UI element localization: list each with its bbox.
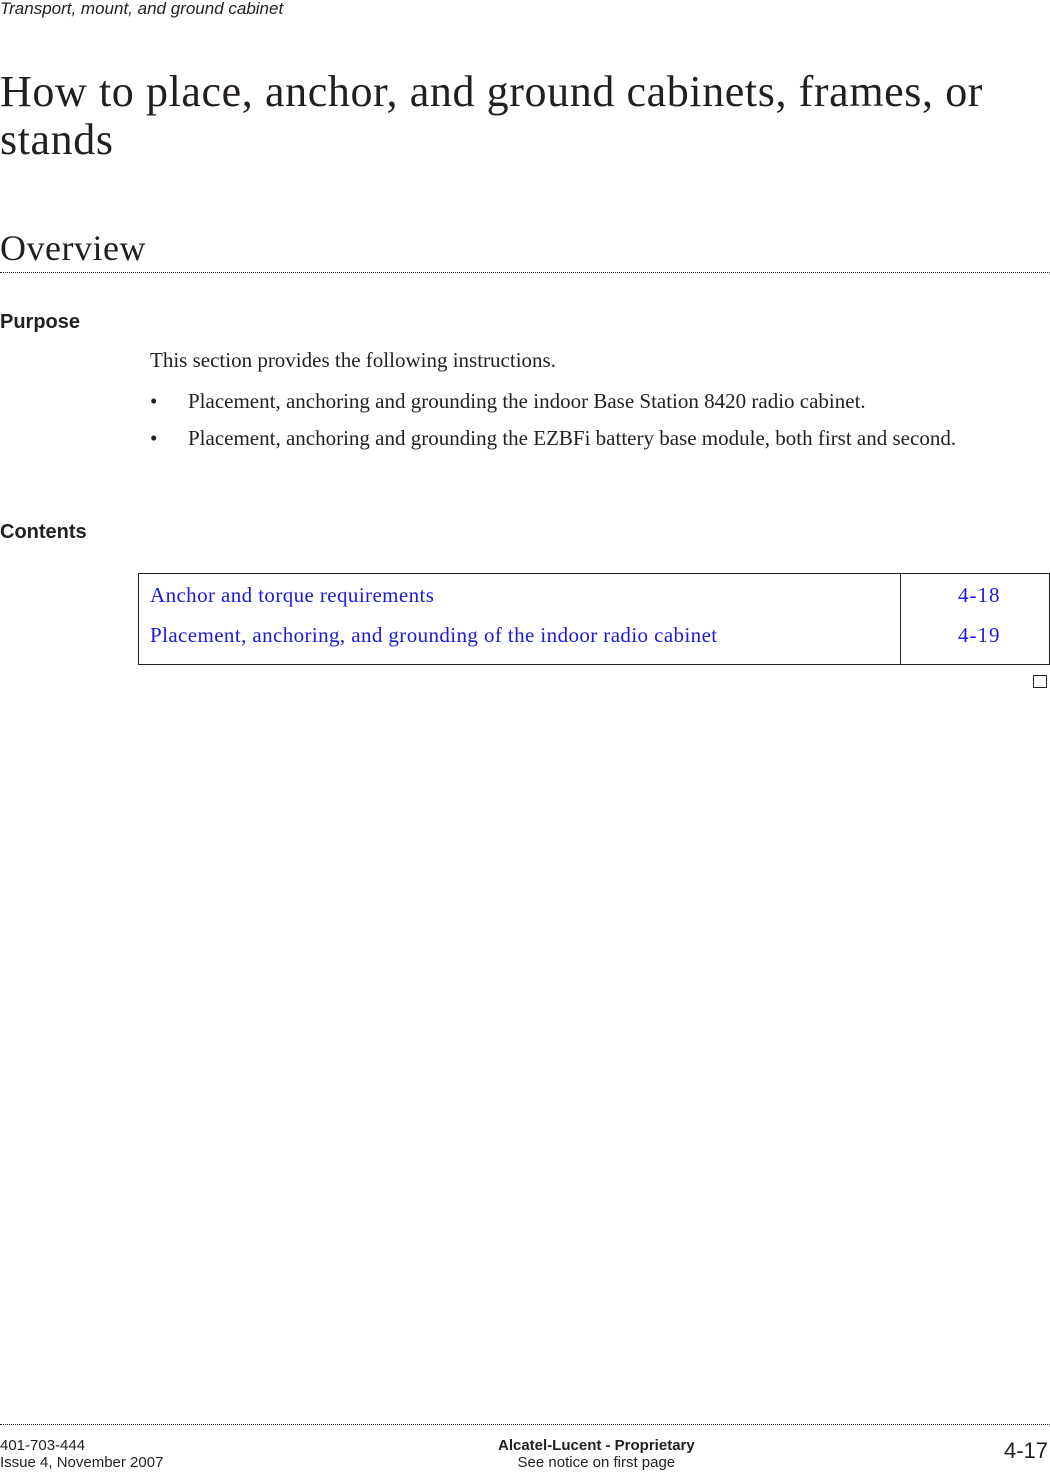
- section-dotted-divider: [0, 272, 1050, 273]
- list-item-text: Placement, anchoring and grounding the indoor Base Station 8420 radio cabinet.: [188, 389, 866, 413]
- footer-page-number: 4-17: [1003, 1438, 1048, 1463]
- toc-link-placement-indoor-cabinet[interactable]: Placement, anchoring, and grounding of the indoor radio cabinet: [150, 623, 718, 647]
- list-item: [150, 424, 1050, 453]
- list-item: [150, 387, 1050, 416]
- footer-dotted-divider: [0, 1424, 1050, 1425]
- section-heading-overview: Overview: [0, 228, 146, 268]
- contents-table: [138, 573, 1050, 665]
- end-of-section-marker-icon: [1033, 675, 1047, 688]
- table-row: [150, 582, 1040, 608]
- footer-document-info: [0, 1437, 163, 1471]
- toc-page-number[interactable]: 4-19: [958, 623, 1001, 647]
- toc-page-number[interactable]: 4-18: [958, 583, 1001, 607]
- table-row: [150, 622, 1040, 648]
- purpose-bullet-list: [150, 387, 1050, 461]
- bullet-icon: •: [150, 389, 158, 413]
- list-item-text: Placement, anchoring and grounding the EZBFi battery base module, both first and second.: [188, 426, 957, 450]
- bullet-icon: •: [150, 426, 158, 450]
- footer-proprietary: Alcatel-Lucent - Proprietary: [498, 1437, 695, 1454]
- running-header: Transport, mount, and ground cabinet: [0, 0, 284, 18]
- page-title: How to place, anchor, and ground cabinets, frames, or stands: [0, 67, 984, 164]
- footer-doc-number: 401-703-444: [0, 1437, 86, 1454]
- footer-issue: Issue 4, November 2007: [0, 1454, 164, 1471]
- purpose-intro: This section provides the following instructions.: [150, 348, 556, 372]
- toc-link-anchor-torque[interactable]: Anchor and torque requirements: [150, 583, 435, 607]
- footer-notice: See notice on first page: [517, 1454, 676, 1471]
- contents-heading: Contents: [0, 521, 87, 543]
- footer-proprietary-notice: [498, 1437, 695, 1471]
- purpose-heading: Purpose: [0, 311, 81, 333]
